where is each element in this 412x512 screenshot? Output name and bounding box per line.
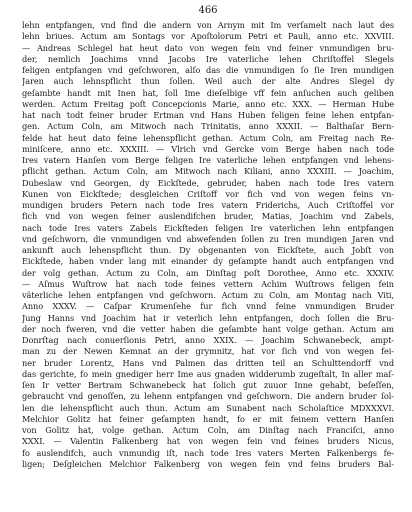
text-line: hat nach todt feiner bruder Ertman vnd Hans Huben feligen feine lehen entpfan- [22, 110, 394, 120]
text-line: man zu der Newen Kemnat an der grymnitz, hat vor ſich vnd von wegen fei- [22, 346, 394, 357]
text-line: — Andreas Schlegel hat heut dato von wegen fein vnd feiner vnmundigen bru- [22, 42, 394, 53]
text-line: ner bruder Lorentz, Hans vnd Palmen das dritten teil an Schulttendorff vnd [22, 357, 394, 368]
text-line: der, nemlich Joachims vnnd Jacobs Ire vaterliche lehen Chriſtoffel Slegels [22, 53, 394, 64]
text-line: XXXI. — Valentin Falkenberg hat von wegen fein vnd feines bruders Nicus, [22, 436, 394, 447]
text-line: gebraucht vnd genoſſen, zu lehenn entpfangen vnd geſchworn. Die andern bruder ſol- [22, 391, 394, 402]
text-line: len die lehenspflicht auch thun. Actum am Sunabent nach Scholaſtice MDXXXVI. [22, 402, 394, 413]
text-line: ſen Ir vetter Bertram Schwanebeck hat ſolich gut zuuor Inne gehabt, beſeſſen, [22, 380, 394, 390]
text-line: Kunen von Eickſtede; desgleichen Criſtoff vor fich vnd von wegen feins vn- [22, 188, 394, 199]
text-line: nach tode Ires vaters Zabels Eickſteden feligen Ire vaterlichen lehn entpfangen [22, 222, 394, 233]
text-line: mundigen bruders Petern nach tode Ires vatern Friderichs, Auch Criſtoffel vor [22, 200, 394, 210]
text-line: felde hat heut dato feine lehenspflicht gethan. Actum Coln, am Freitag nach Re- [22, 132, 394, 143]
text-line: geſambte handt mit Inen hat, ſoll Ime dieſelbige vff fein anſuchen auch geliben [22, 87, 394, 98]
text-line: Eickſtede, haben vnder lang mit einander dy geſampte handt auch entpfangen vnd [22, 256, 394, 267]
text-line: — Aſmus Wuſtrow hat nach tode feines vettern Achim Wuſtrows feligen fein [22, 278, 394, 289]
text-line: pflicht gethan. Actum Coln, am Mitwoch nach Kiliani, anno XXXIII. — Joachim, [22, 166, 394, 177]
text-line: der volg gethan. Actum zu Coln, am Dinſtag poſt Dorothee, Anno etc. XXXIV. [22, 267, 394, 278]
page-number: 466 [198, 5, 218, 16]
text-line: miniſcere, anno etc. XXXIII. — Vlrich vnd Gercke vom Berge haben nach tode [22, 143, 394, 154]
text-line: Jaren auch lehnspflicht thun ſollen. Weil auch der alte Andres Slegel dy [22, 76, 394, 87]
document-page [22, 4, 394, 470]
text-line: fich vnd von wegen feiner auslendifchen bruder, Matias, Joachim vnd Zabels, [22, 211, 394, 222]
text-line: werden. Actum Freitag poſt Concepcionis Marie, anno etc. XXX. — Herman Hube [22, 98, 394, 109]
text-line: Melchior Golitz hat feiner geſampten handt, fo er mit feinem vettern Hanſen [22, 413, 394, 424]
text-line: Dubeslaw vnd Georgen, dy Eickſtede, gebruder, haben nach tode Ires vatern [22, 177, 394, 188]
text-line: das gerichte, fo mein gnediger herr Ime aus gnaden widderumb zugeſtalt, In aller maſ- [22, 368, 394, 379]
text-line: von Golitz hat, volge gethan. Actum Coln, am Dinſtag nach Franciſci, anno [22, 425, 394, 435]
text-line: väterliche lehen entpfangen vnd geſchworn. Actum zu Coln, am Montag nach Viti, [22, 290, 394, 300]
text-line: vnd geſchworn, die vnmundigen vnd abwefenden ſollen zu Iren mundigen Jaren vnd [22, 233, 394, 244]
body-text [22, 20, 394, 470]
text-line: ligen; Deſgleichen Melchior Falkenberg von wegen fein vnd feins bruders Bal- [22, 458, 394, 469]
text-line: lehn briues. Actum am Sontags vor Apoſtolorum Petri et Pauli, anno etc. XXVIII. [22, 31, 394, 42]
text-line: fo auslendifch, auch vnmundig iſt, nach tode Ires vaters Merten Falkenbergs fe- [22, 447, 394, 458]
text-line: Jung Hanns vnd Joachim hat ir veterlich lehn entpfangen, doch ſollen die Bru- [22, 312, 394, 323]
text-line: Donrſtag nach conuerſionis Petri, anno XXIX. — Joachim Schwanebeck, ampt- [22, 335, 394, 345]
text-line: Ires vatern Hanſen vom Berge feligen Ire vaterliche lehen entpfangen vnd lehens- [22, 155, 394, 165]
text-line: Anno XXXV. — Caſpar Krumenſehe fur fich vnnd feine vnmundigen Bruder [22, 301, 394, 312]
text-line: lehn entpfangen, vnd find die andern von Arnym mit Im verſamelt nach laut des [22, 20, 394, 30]
text-line: feligen entpfangen vnd geſchworen, alſo das die vnmundigen ſo ſie Iren mundigen [22, 65, 394, 75]
text-line: der noch fweren, vnd die vetter haben die geſambte hant volge gethan. Actum am [22, 323, 394, 334]
text-line: gen. Actum Coln, am Mitwoch nach Trinitatis, anno XXXII. — Balthaſar Bern- [22, 121, 394, 132]
text-line: ankunft auch lehenspflicht thun. Dy obgenanten von Eickſtete, auch Jobſt von [22, 245, 394, 255]
